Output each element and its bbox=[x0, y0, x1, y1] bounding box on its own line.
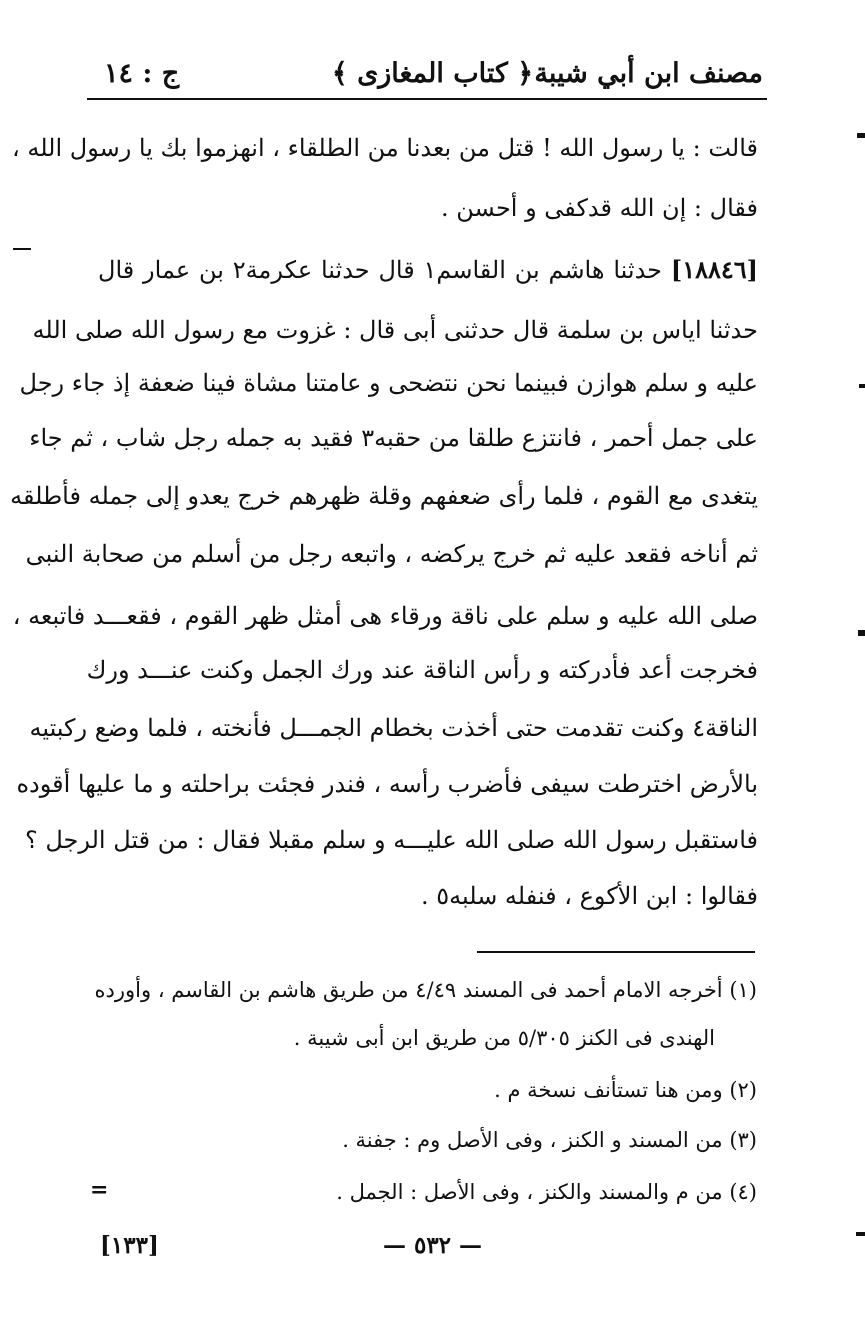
body-line: بالأرض اخترطت سيفى فأضرب رأسه ، فندر فجئت براحلته و ما عليها أقوده bbox=[16, 770, 758, 798]
hadith-entry-line bbox=[98, 246, 758, 294]
margin-mark bbox=[857, 133, 865, 138]
body-line: عليه و سلم هوازن فبينما نحن نتضحى و عامتنا مشاة فينا ضعفة إذ جاء رجل bbox=[19, 369, 758, 397]
header-rule bbox=[87, 98, 767, 100]
book-title: مصنف ابن أبي شيبة bbox=[534, 58, 763, 89]
body-line: حدثنا اياس بن سلمة قال حدثنى أبى قال : غزوت مع رسول الله صلى الله bbox=[32, 316, 758, 344]
hadith-number: [١٨٨٤٦] bbox=[670, 255, 758, 284]
body-line: على جمل أحمر ، فانتزع طلقا من حقبه٣ فقيد به جمله رجل شاب ، ثم جاء bbox=[29, 424, 758, 452]
bracket-page-number: [١٣٣] bbox=[100, 1232, 159, 1259]
page-number: — ٥٣٢ — bbox=[382, 1232, 483, 1259]
body-line: فخرجت أعد فأدركته و رأس الناقة عند ورك الجمل وكنت عنـــد ورك bbox=[86, 656, 758, 684]
isnad-text: حدثنا هاشم بن القاسم١ قال حدثنا عكرمة٢ بن عمار قال bbox=[98, 256, 662, 284]
footnote: (٢) ومن هنا تستأنف نسخة م . bbox=[494, 1078, 757, 1102]
footnote: (٣) من المسند و الكنز ، وفى الأصل وم : جفنة . bbox=[342, 1128, 757, 1152]
body-line: قالت : يا رسول الله ! قتل من بعدنا من الطلقاء ، انهزموا بك يا رسول الله ، bbox=[11, 134, 758, 162]
margin-mark bbox=[13, 248, 31, 250]
body-line: فقالوا : ابن الأكوع ، فنفله سلبه٥ . bbox=[420, 882, 758, 910]
footnote-rule bbox=[477, 951, 755, 953]
margin-mark bbox=[856, 1232, 865, 1236]
margin-mark bbox=[858, 630, 865, 636]
body-line: يتغدى مع القوم ، فلما رأى ضعفهم وقلة ظهرهم خرج يعدو إلى جمله فأطلقه bbox=[10, 482, 758, 510]
section-title: ﴿ كتاب المغازى ﴾ bbox=[331, 58, 534, 89]
footnote-continuation: الهندى فى الكنز ٥/٣٠٥ من طريق ابن أبى شيبة . bbox=[293, 1026, 715, 1050]
body-line: فاستقبل رسول الله صلى الله عليـــه و سلم مقبلا فقال : من قتل الرجل ؟ bbox=[24, 826, 758, 854]
continuation-mark: = bbox=[90, 1177, 109, 1203]
footnote: (٤) من م والمسند والكنز ، وفى الأصل : الجمل . bbox=[336, 1180, 757, 1204]
body-line: صلى الله عليه و سلم على ناقة ورقاء هى أمثل ظهر القوم ، فقعـــد فاتبعه ، bbox=[12, 602, 758, 630]
body-line: الناقة٤ وكنت تقدمت حتى أخذت بخطام الجمـــل فأنخته ، فلما وضع ركبتيه bbox=[29, 714, 758, 742]
margin-mark bbox=[859, 384, 865, 388]
body-line: ثم أناخه فقعد عليه ثم خرج يركضه ، واتبعه رجل من أسلم من صحابة النبى bbox=[25, 540, 758, 568]
body-line: فقال : إن الله قدكفى و أحسن . bbox=[441, 194, 758, 222]
footnote: (١) أخرجه الامام أحمد فى المسند ٤/٤٩ من طريق هاشم بن القاسم ، وأورده bbox=[94, 978, 757, 1002]
volume-label: ج : ١٤ bbox=[104, 58, 180, 89]
